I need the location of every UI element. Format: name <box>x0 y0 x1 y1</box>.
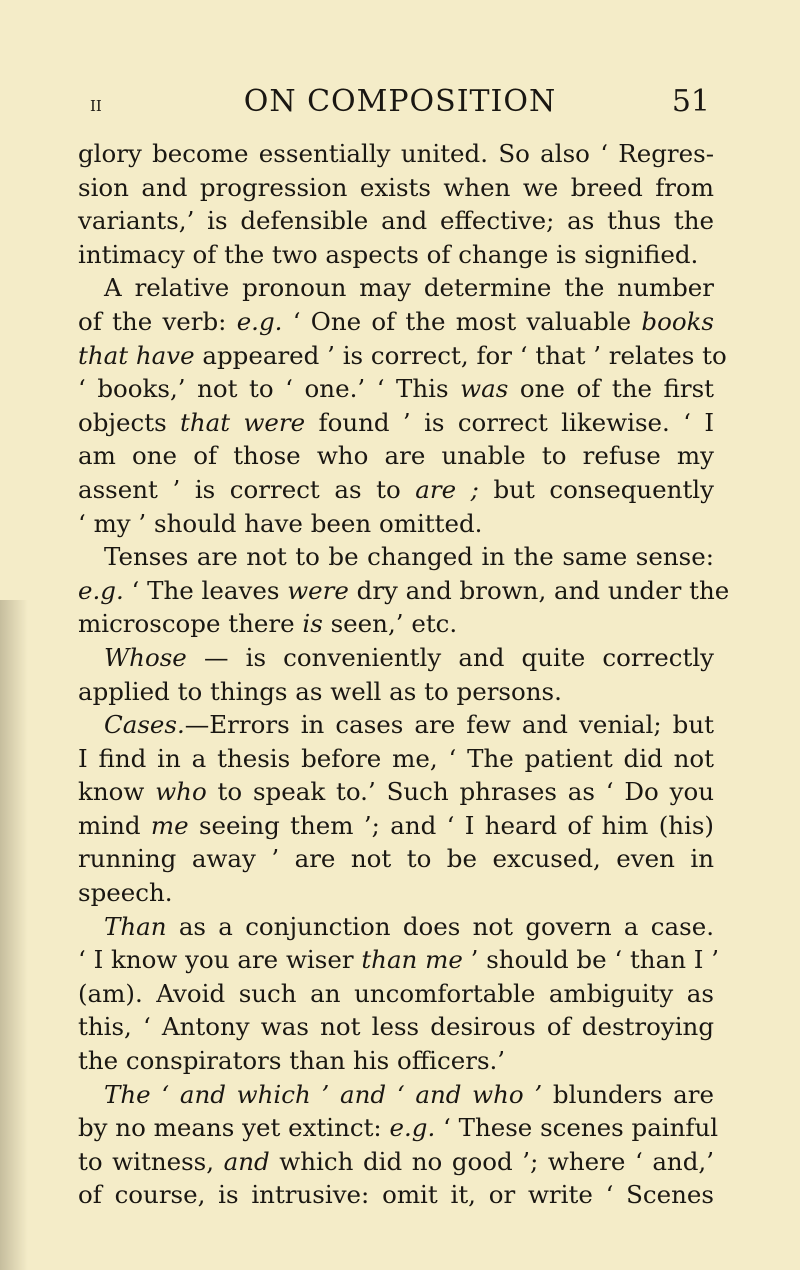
text-line <box>78 137 714 171</box>
text-segment: ‘ These scenes painful <box>435 1113 719 1143</box>
text-segment: but consequently <box>478 474 714 504</box>
text-line <box>78 943 720 977</box>
text-line <box>78 607 714 641</box>
italic-text: Cases. <box>104 710 185 740</box>
text-segment: intimacy of the two aspects of change is signified. <box>78 239 699 269</box>
italic-text: Than <box>104 911 167 941</box>
text-line <box>78 708 714 742</box>
italic-text: that have <box>78 340 195 370</box>
text-segment: speech. <box>78 878 173 908</box>
text-segment: applied to things as well as to persons. <box>78 676 562 706</box>
text-line <box>78 1111 719 1145</box>
text-line <box>78 271 714 305</box>
text-line <box>78 775 714 809</box>
text-segment: by no means yet extinct: <box>78 1113 390 1143</box>
italic-text: and <box>223 1146 270 1176</box>
text-segment: of course, is intrusive: omit it, or write ‘ Scenes <box>78 1180 714 1210</box>
text-line <box>78 574 730 608</box>
text-segment: objects <box>78 407 181 437</box>
italic-text: were <box>287 575 349 605</box>
italic-text: is <box>302 609 323 639</box>
text-segment: sion and progression exists when we breed from <box>78 172 714 202</box>
text-segment: know <box>78 777 156 807</box>
chapter-number: ii <box>90 92 102 116</box>
text-line <box>78 742 714 776</box>
text-segment: (am). Avoid such an uncomfortable ambiguity as <box>78 978 714 1008</box>
italic-text: e.g. <box>389 1113 436 1143</box>
text-segment: mind <box>78 810 151 840</box>
running-title: ON COMPOSITION <box>243 84 557 119</box>
text-line <box>78 406 714 440</box>
page-edge-shadow <box>0 600 28 1270</box>
text-line <box>78 641 714 675</box>
text-segment: which did no good ’; where ‘ and,’ <box>269 1146 714 1176</box>
text-line <box>78 809 714 843</box>
text-segment: appeared ’ is correct, for ‘ that ’ relates to <box>194 340 727 370</box>
text-line <box>78 1178 714 1212</box>
running-header <box>90 84 710 124</box>
italic-text: that were <box>180 407 306 437</box>
text-line <box>78 439 714 473</box>
text-line <box>78 204 714 238</box>
text-line <box>78 1010 714 1044</box>
text-line <box>78 842 714 876</box>
text-segment: glory become essentially united. So also ‘ Regres- <box>78 139 714 168</box>
text-segment: —Errors in cases are few and venial; but <box>184 710 714 740</box>
italic-text: The ‘ and which ’ and ‘ and who ’ <box>104 1079 543 1109</box>
page-number: 51 <box>671 84 710 119</box>
body-text <box>78 137 730 1212</box>
italic-text: e.g. <box>236 306 283 336</box>
text-segment: dry and brown, and under the <box>348 575 730 605</box>
italic-text: me <box>150 810 189 840</box>
italic-text: Whose <box>104 642 187 672</box>
text-segment: microscope there <box>78 609 303 639</box>
text-line <box>78 910 714 944</box>
text-segment: this, ‘ Antony was not less desirous of destroying <box>78 1012 714 1042</box>
text-segment: ‘ books,’ not to ‘ one.’ ‘ This <box>78 374 461 404</box>
text-line <box>78 675 714 709</box>
text-line <box>78 171 714 205</box>
text-line <box>78 977 714 1011</box>
text-segment: as a conjunction does not govern a case. <box>166 911 714 941</box>
text-segment: variants,’ is defensible and effective; as thus the <box>78 206 714 236</box>
text-segment: to speak to.’ Such phrases as ‘ Do you <box>206 777 714 807</box>
italic-text: was <box>460 374 509 404</box>
text-segment: ‘ One of the most valuable <box>282 306 642 336</box>
text-segment: blunders are <box>542 1079 715 1109</box>
text-line <box>78 372 714 406</box>
text-segment: ‘ The leaves <box>123 575 288 605</box>
text-segment: ‘ I know you are wiser <box>78 945 362 975</box>
text-line <box>78 339 727 373</box>
text-segment: found ’ is correct likewise. ‘ I <box>305 407 714 437</box>
italic-text: than me <box>361 945 463 975</box>
text-line <box>78 238 714 272</box>
text-segment: one of the first <box>508 374 715 404</box>
text-segment: ’ should be ‘ than I ’ <box>462 945 720 975</box>
italic-text: who <box>155 777 207 807</box>
italic-text: e.g. <box>78 575 124 605</box>
text-line <box>78 540 714 574</box>
text-line <box>78 1044 714 1078</box>
text-segment: the conspirators than his officers.’ <box>78 1046 506 1076</box>
text-segment: seeing them ’; and ‘ I heard of him (his) <box>188 810 714 840</box>
text-line <box>78 473 714 507</box>
text-segment: — is conveniently and quite correctly <box>186 642 714 672</box>
text-segment: I find in a thesis before me, ‘ The patient did not <box>78 743 714 773</box>
text-line <box>78 876 714 910</box>
text-segment: running away ’ are not to be excused, even in <box>78 844 714 874</box>
text-segment: to witness, <box>78 1146 224 1176</box>
text-segment: am one of those who are unable to refuse my <box>78 441 714 471</box>
text-segment: seen,’ etc. <box>322 609 458 639</box>
text-segment: Tenses are not to be changed in the same sense: <box>104 542 714 572</box>
text-segment: A relative pronoun may determine the number <box>104 273 714 303</box>
text-line <box>78 1078 714 1112</box>
text-line <box>78 1145 714 1179</box>
text-segment: of the verb: <box>78 306 237 336</box>
text-line <box>78 507 714 541</box>
text-line <box>78 305 714 339</box>
text-segment: assent ’ is correct as to <box>78 474 416 504</box>
italic-text: books <box>641 306 714 336</box>
italic-text: are ; <box>415 474 479 504</box>
text-segment: ‘ my ’ should have been omitted. <box>78 508 483 538</box>
